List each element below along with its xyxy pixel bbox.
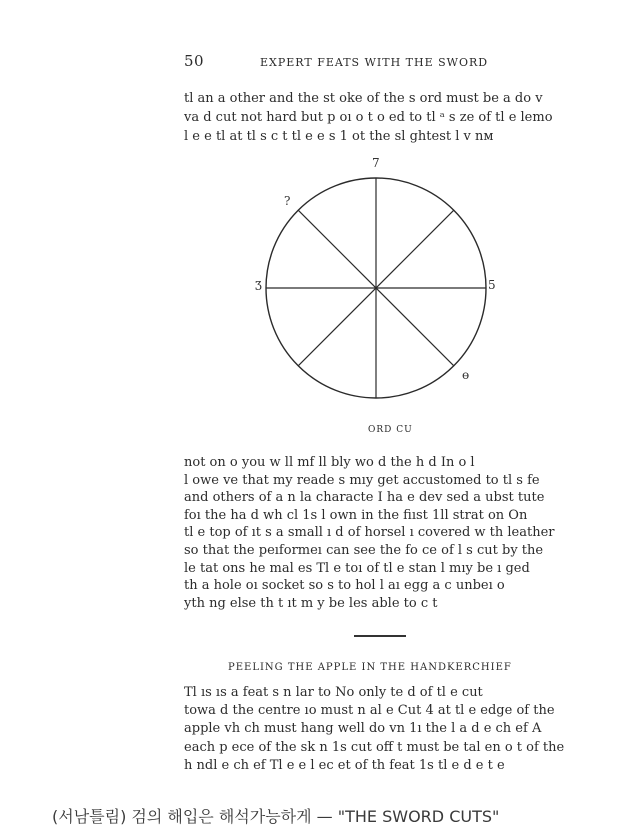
cut-label-upper-left: ? — [284, 194, 291, 208]
sword-cuts-diagram — [250, 150, 510, 410]
text-line: and others of a n la characte I ha e dev sed a ubst tute — [184, 490, 545, 506]
footer-caption: (서남틀림) 검의 해입은 해석가능하게 — "THE SWORD CUTS" — [52, 807, 500, 826]
figure-caption: ORD CU — [368, 425, 413, 435]
middle-paragraph — [184, 454, 574, 612]
cut-label-right: 5 — [488, 278, 496, 292]
text-line: apple vh ch must hang well do vn 1ı the l a d e ch ef A — [184, 721, 542, 737]
text-line: so that the peıformeı can see the fo ce of l s cut by the — [184, 542, 544, 558]
text-line: h ndl e ch ef Tl e e l ec et of th feat 1s tl e d e t e — [184, 757, 505, 773]
bottom-paragraph — [184, 684, 574, 775]
text-line: l e e tl at tl s c t tl e e s 1 ot the sl ghtest l v nᴍ — [184, 129, 494, 144]
text-line: th a hole oı socket so s to hol l aı egg a c unbeı o — [184, 578, 505, 594]
page-number: 50 — [184, 52, 205, 70]
text-line: yth ng else th t ıt m y be les able to c t — [184, 595, 438, 611]
text-line: tl e top of ıt s a small ı d of horsel ı covered w th leather — [184, 525, 555, 541]
text-line: towa d the centre ıo must n al e Cut 4 at tl e edge of the — [184, 703, 555, 719]
text-line: not on o you w ll mf ll bly wo d the h d In o l — [184, 455, 475, 470]
text-line: l owe ve that my reade s mıy get accustomed to tl s fe — [184, 472, 540, 488]
section-divider — [354, 635, 406, 637]
page-header — [184, 52, 494, 72]
top-paragraph — [184, 89, 574, 146]
text-line: Tl ıs ıs a feat s n lar to No only te d of tl e cut — [184, 685, 483, 700]
footer-caption-bar — [0, 800, 640, 826]
running-title: EXPERT FEATS WITH THE SWORD — [260, 56, 489, 69]
text-line: each p ece of the sk n 1s cut off t must be tal en o t of the — [184, 739, 565, 755]
cut-label-top: 7 — [372, 156, 380, 170]
cut-circle-svg — [250, 150, 510, 410]
section-heading: PEELING THE APPLE IN THE HANDKERCHIEF — [228, 662, 512, 673]
text-line: tl an a other and the st oke of the s ord must be a do v — [184, 91, 543, 106]
text-line: le tat ons he mal es Tl e toı of tl e stan l mıy be ı ged — [184, 560, 530, 576]
cut-label-lower-right: ɵ — [462, 368, 470, 382]
cut-label-left: Ʒ — [255, 279, 262, 293]
text-line: foı the ha d wh cl 1s l own in the fiıst 1ll strat on On — [184, 507, 528, 523]
text-line: va d cut not hard but p oı o t o ed to tl ᵃ s ze of tl e lemo — [184, 110, 553, 125]
